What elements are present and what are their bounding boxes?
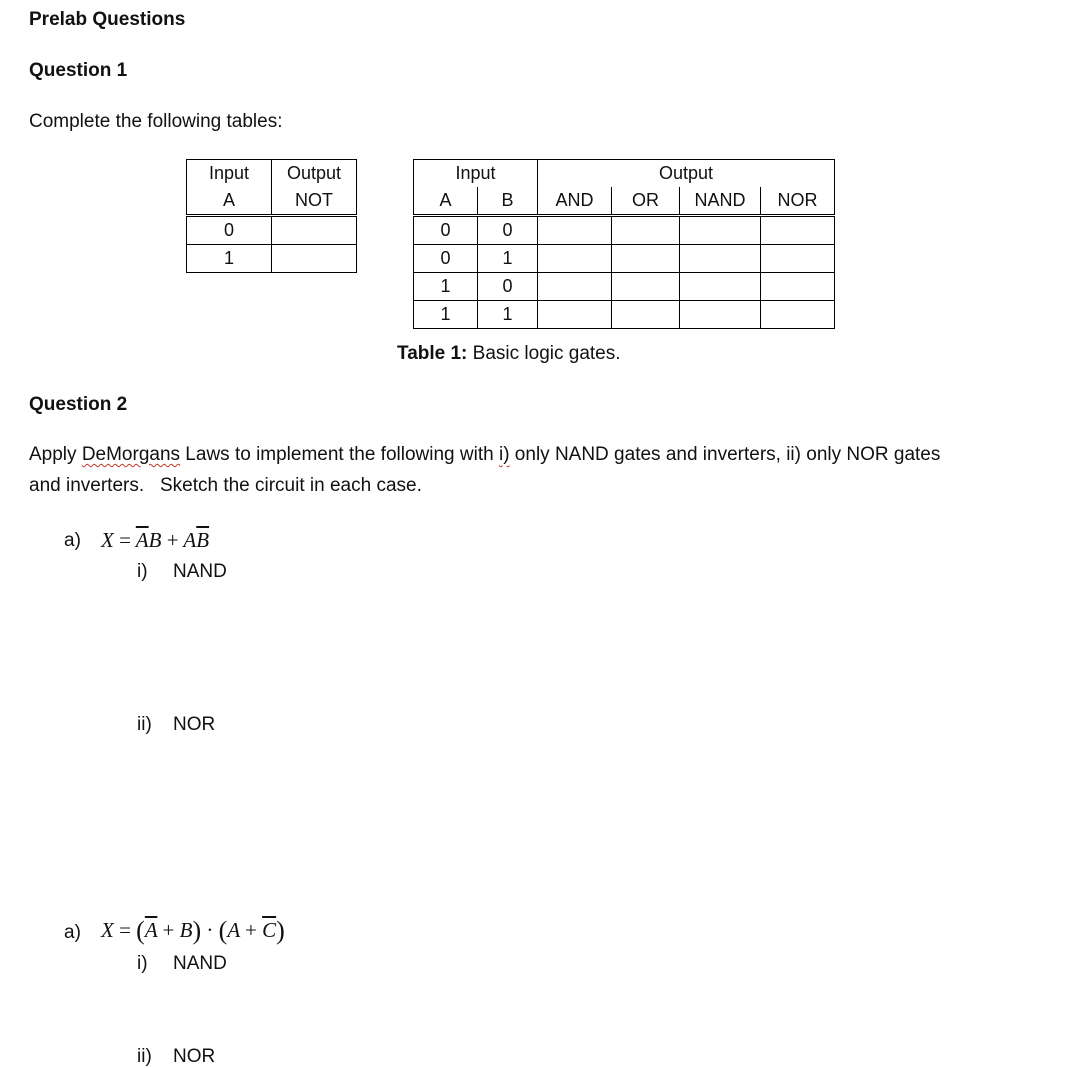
answer-cell[interactable] bbox=[538, 301, 612, 329]
not-table-col-a: A bbox=[187, 187, 272, 216]
answer-cell[interactable] bbox=[680, 216, 761, 245]
table-row bbox=[414, 216, 835, 245]
table-cell: 1 bbox=[187, 245, 272, 273]
answer-cell[interactable] bbox=[680, 245, 761, 273]
table-row bbox=[187, 245, 357, 273]
equation-2: $X = (\overline{A} + B) \cdot (A + \overline{C})$ bbox=[101, 916, 285, 945]
question-2-title: Question 2 bbox=[29, 394, 128, 415]
spelling-flag: DeMorgans bbox=[81, 444, 181, 465]
table-cell: 0 bbox=[414, 216, 478, 245]
part-a-sub-ii-label: ii) bbox=[137, 1046, 152, 1067]
table-row bbox=[414, 245, 835, 273]
part-a-sub-i-label: i) bbox=[137, 561, 148, 582]
question-2-instruction-line-1 bbox=[29, 444, 940, 466]
table-cell: 1 bbox=[414, 301, 478, 329]
equation-1: $X = \overline{A}B + A\overline{B}$ bbox=[101, 528, 210, 552]
gates-table-col-and: AND bbox=[538, 187, 612, 216]
answer-cell[interactable] bbox=[612, 273, 680, 301]
answer-cell[interactable] bbox=[612, 301, 680, 329]
table-cell: 1 bbox=[414, 273, 478, 301]
instruction-text: Laws to implement the following with bbox=[180, 444, 499, 465]
answer-cell[interactable] bbox=[538, 245, 612, 273]
table-cell: 0 bbox=[478, 273, 538, 301]
question-2-instruction-line-2: and inverters. Sketch the circuit in each case. bbox=[29, 475, 422, 496]
part-a-sub-i-label: i) bbox=[137, 953, 148, 974]
gates-table-col-nor: NOR bbox=[761, 187, 835, 216]
table-cell: 0 bbox=[187, 216, 272, 245]
table-row bbox=[187, 216, 357, 245]
not-table-col-not: NOT bbox=[272, 187, 357, 216]
table-row bbox=[414, 301, 835, 329]
answer-cell[interactable] bbox=[612, 216, 680, 245]
gates-table-col-or: OR bbox=[612, 187, 680, 216]
question-1-title: Question 1 bbox=[29, 60, 128, 81]
page-heading: Prelab Questions bbox=[29, 9, 186, 30]
part-a-sub-ii-text: NOR bbox=[173, 714, 216, 735]
gates-table-output-header: Output bbox=[538, 160, 835, 188]
part-a-label: a) bbox=[64, 530, 81, 551]
answer-cell[interactable] bbox=[761, 301, 835, 329]
answer-cell[interactable] bbox=[680, 301, 761, 329]
gates-table-col-b: B bbox=[478, 187, 538, 216]
answer-cell[interactable] bbox=[761, 245, 835, 273]
instruction-text: Apply bbox=[29, 444, 82, 465]
answer-cell[interactable] bbox=[680, 273, 761, 301]
gates-table-col-nand: NAND bbox=[680, 187, 761, 216]
answer-cell[interactable] bbox=[538, 216, 612, 245]
table-cell: 0 bbox=[414, 245, 478, 273]
answer-cell[interactable] bbox=[272, 245, 357, 273]
table-caption-text: Basic logic gates. bbox=[467, 343, 621, 364]
instruction-text: only NAND gates and inverters, ii) only NOR gates bbox=[509, 444, 941, 465]
table-caption bbox=[397, 343, 621, 365]
not-table-input-header: Input bbox=[187, 160, 272, 188]
gates-table-input-header: Input bbox=[414, 160, 538, 188]
answer-cell[interactable] bbox=[761, 273, 835, 301]
part-a-sub-i-text: NAND bbox=[173, 953, 227, 974]
part-a-sub-ii-text: NOR bbox=[173, 1046, 216, 1067]
answer-cell[interactable] bbox=[612, 245, 680, 273]
part-a-sub-ii-label: ii) bbox=[137, 714, 152, 735]
part-a-label: a) bbox=[64, 922, 81, 943]
table-cell: 0 bbox=[478, 216, 538, 245]
answer-cell[interactable] bbox=[272, 216, 357, 245]
gates-truth-table bbox=[413, 159, 835, 329]
spelling-flag: i) bbox=[498, 444, 510, 465]
part-a-sub-i-text: NAND bbox=[173, 561, 227, 582]
table-cell: 1 bbox=[478, 301, 538, 329]
not-truth-table bbox=[186, 159, 357, 273]
question-1-instruction: Complete the following tables: bbox=[29, 111, 283, 132]
answer-cell[interactable] bbox=[538, 273, 612, 301]
gates-table-col-a: A bbox=[414, 187, 478, 216]
table-caption-label: Table 1: bbox=[397, 343, 468, 364]
not-table-output-header: Output bbox=[272, 160, 357, 188]
answer-cell[interactable] bbox=[761, 216, 835, 245]
table-row bbox=[414, 273, 835, 301]
table-cell: 1 bbox=[478, 245, 538, 273]
